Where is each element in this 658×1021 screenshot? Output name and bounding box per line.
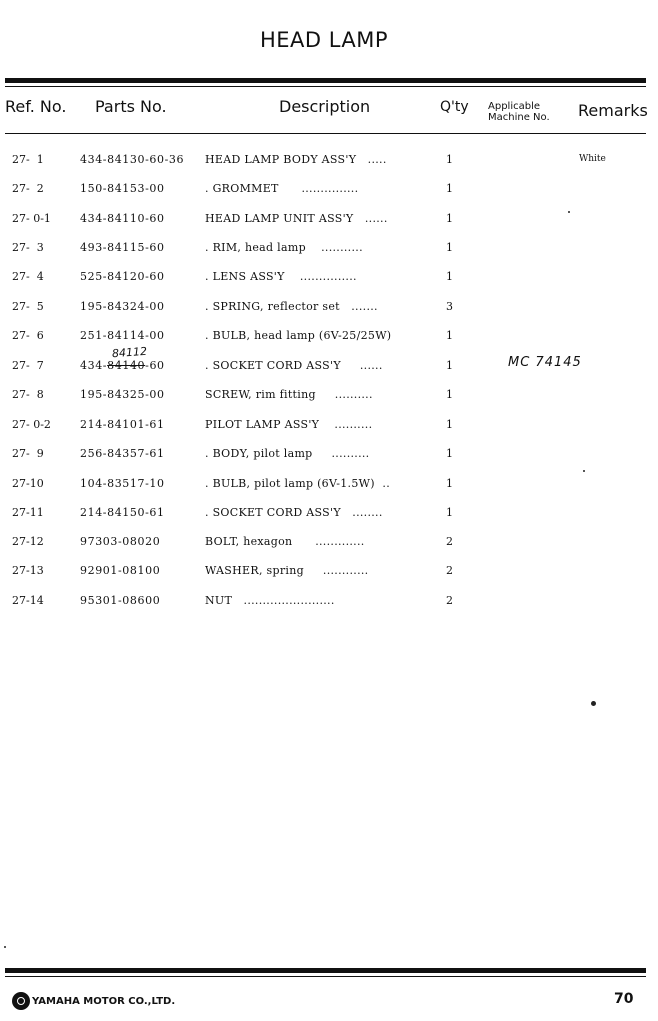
part-no: 195-84325-00 [80,388,165,401]
part-prefix: 434- [80,359,108,372]
header-rule [5,133,646,134]
quantity: 1 [446,506,453,519]
quantity: 1 [446,477,453,490]
ref-no: 27-14 [12,594,44,607]
quantity: 1 [446,359,453,372]
part-no: 95301-08600 [80,594,161,607]
ref-no: 27- 1 [12,153,44,166]
part-no: 150-84153-00 [80,182,165,195]
description: WASHER, spring ............ [205,564,369,577]
handwritten-part-correction: 84112 [111,344,148,361]
quantity: 1 [446,418,453,431]
table-row [0,329,658,349]
part-no: 434-84130-60-36 [80,153,185,166]
quantity: 1 [446,388,453,401]
ref-no: 27- 3 [12,241,44,254]
quantity: 2 [446,594,453,607]
quantity: 1 [446,153,453,166]
header-description: Description [279,97,371,116]
ref-no: 27- 0-2 [12,418,51,431]
quantity: 1 [446,270,453,283]
table-row [0,477,658,497]
header-applicable-line1: Applicable [488,101,540,112]
page-number: 70 [614,991,634,1007]
ref-no: 27- 9 [12,447,44,460]
quantity: 1 [446,447,453,460]
handwritten-machine-note: MC 74145 [508,355,582,370]
part-no: 493-84115-60 [80,241,165,254]
part-no [80,359,165,372]
ref-no: 27- 4 [12,270,44,283]
header-applicable-machine [488,101,550,123]
bottom-rule-thin [5,976,646,977]
struck-part-digits: 84140 [107,359,146,372]
description: SCREW, rim fitting .......... [205,388,373,401]
description: . BULB, head lamp (6V-25/25W) [205,329,392,342]
quantity: 2 [446,564,453,577]
quantity: 1 [446,212,453,225]
part-no: 195-84324-00 [80,300,165,313]
scan-speck [4,946,6,948]
company-logo [12,992,175,1010]
description: . LENS ASS'Y ............... [205,270,357,283]
description: . BODY, pilot lamp .......... [205,447,370,460]
table-row [0,212,658,232]
yamaha-emblem-icon [12,992,30,1010]
description: . SOCKET CORD ASS'Y ...... [205,359,383,372]
scan-speck [591,701,596,706]
description: PILOT LAMP ASS'Y .......... [205,418,373,431]
ref-no: 27-10 [12,477,44,490]
description: . SOCKET CORD ASS'Y ........ [205,506,383,519]
page-title: HEAD LAMP [259,28,389,52]
part-no: 214-84101-61 [80,418,165,431]
header-remarks: Remarks [578,101,648,120]
description: NUT ........................ [205,594,335,607]
part-no: 251-84114-00 [80,329,165,342]
quantity: 1 [446,182,453,195]
table-row [0,564,658,584]
description: . GROMMET ............... [205,182,359,195]
description: HEAD LAMP UNIT ASS'Y ...... [205,212,388,225]
top-rule [5,78,646,83]
ref-no: 27-13 [12,564,44,577]
top-rule-thin [5,86,646,87]
ref-no: 27- 7 [12,359,44,372]
quantity: 3 [446,300,453,313]
description: BOLT, hexagon ............. [205,535,365,548]
ref-no: 27- 6 [12,329,44,342]
bottom-rule [5,968,646,973]
header-applicable-line2: Machine No. [488,112,550,123]
description: HEAD LAMP BODY ASS'Y ..... [205,153,387,166]
part-no: 104-83517-10 [80,477,165,490]
ref-no: 27- 2 [12,182,44,195]
quantity: 1 [446,329,453,342]
ref-no: 27- 0-1 [12,212,51,225]
ref-no: 27-12 [12,535,44,548]
table-row [0,594,658,614]
quantity: 1 [446,241,453,254]
description: . RIM, head lamp ........... [205,241,363,254]
part-no: 256-84357-61 [80,447,165,460]
table-row [0,344,658,379]
quantity: 2 [446,535,453,548]
table-row [0,535,658,555]
ref-no: 27- 8 [12,388,44,401]
table-row [0,241,658,261]
scan-speck [583,470,585,472]
header-qty: Q'ty [440,99,469,115]
part-no: 97303-08020 [80,535,161,548]
table-row [0,153,658,173]
part-no: 214-84150-61 [80,506,165,519]
header-parts-no: Parts No. [95,97,167,116]
part-no: 525-84120-60 [80,270,165,283]
table-row [0,270,658,290]
table-row [0,447,658,467]
table-row [0,506,658,526]
table-row [0,182,658,202]
table-row [0,388,658,408]
table-row [0,418,658,438]
description: . BULB, pilot lamp (6V-1.5W) .. [205,477,391,490]
part-suffix: -60 [145,359,165,372]
ref-no: 27-11 [12,506,44,519]
description: . SPRING, reflector set ....... [205,300,378,313]
table-row [0,300,658,320]
ref-no: 27- 5 [12,300,44,313]
header-ref-no: Ref. No. [5,97,67,116]
company-name: YAMAHA MOTOR CO.,LTD. [32,995,176,1007]
scan-speck [568,211,570,213]
part-no: 434-84110-60 [80,212,165,225]
part-no: 92901-08100 [80,564,161,577]
remarks: White [579,154,606,164]
